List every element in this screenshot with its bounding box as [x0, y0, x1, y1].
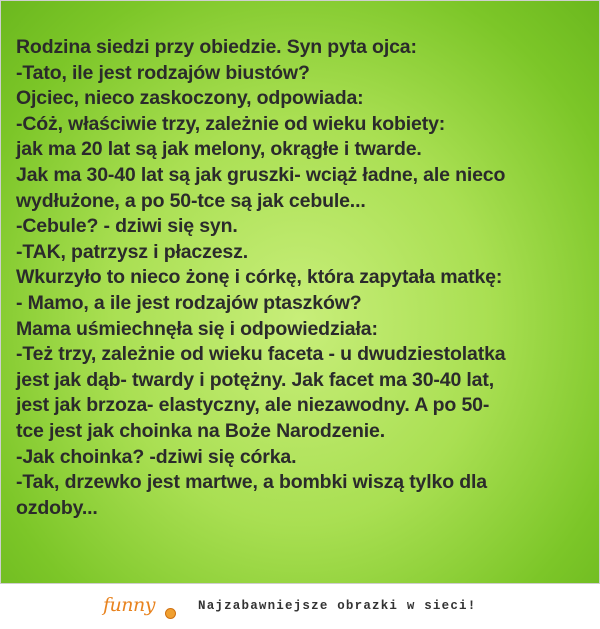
joke-line: -Jak choinka? -dziwi się córka. — [16, 445, 297, 468]
joke-line: tce jest jak choinka na Boże Narodzenie. — [16, 419, 385, 442]
logo-dot-icon — [165, 608, 176, 619]
joke-line: -Cóż, właściwie trzy, zależnie od wieku kobiety: — [16, 112, 446, 135]
joke-line: jak ma 20 lat są jak melony, okrągłe i twarde. — [16, 138, 422, 161]
joke-line: Mama uśmiechnęła się i odpowiedziała: — [16, 317, 378, 340]
joke-line: ozdoby... — [16, 496, 98, 519]
footer-bar — [0, 584, 600, 629]
joke-line: Ojciec, nieco zaskoczony, odpowiada: — [16, 87, 364, 110]
tagline: Najzabawniejsze obrazki w sieci! — [198, 599, 477, 613]
joke-line: - Mamo, a ile jest rodzajów ptaszków? — [16, 291, 362, 314]
joke-line: -Też trzy, zależnie od wieku faceta - u dwudziestolatka — [16, 343, 506, 366]
joke-line: -Cebule? - dziwi się syn. — [16, 215, 238, 238]
logo-text: funny — [103, 594, 155, 616]
joke-line: jest jak dąb- twardy i potężny. Jak facet ma 30-40 lat, — [16, 368, 494, 391]
joke-line: Jak ma 30-40 lat są jak gruszki- wciąż ładne, ale nieco — [16, 163, 506, 186]
joke-line: Rodzina siedzi przy obiedzie. Syn pyta ojca: — [16, 36, 417, 58]
funny-logo[interactable] — [103, 594, 183, 620]
joke-line: Wkurzyło to nieco żonę i córkę, która zapytała matkę: — [16, 266, 503, 289]
joke-line: -TAK, patrzysz i płaczesz. — [16, 240, 248, 263]
joke-line: wydłużone, a po 50-tce są jak cebule... — [16, 189, 366, 212]
joke-text — [16, 35, 600, 521]
joke-line: -Tak, drzewko jest martwe, a bombki wiszą tylko dla — [16, 471, 487, 494]
joke-line: jest jak brzoza- elastyczny, ale niezawodny. A po 50- — [16, 394, 490, 417]
joke-line: -Tato, ile jest rodzajów biustów? — [16, 61, 310, 84]
